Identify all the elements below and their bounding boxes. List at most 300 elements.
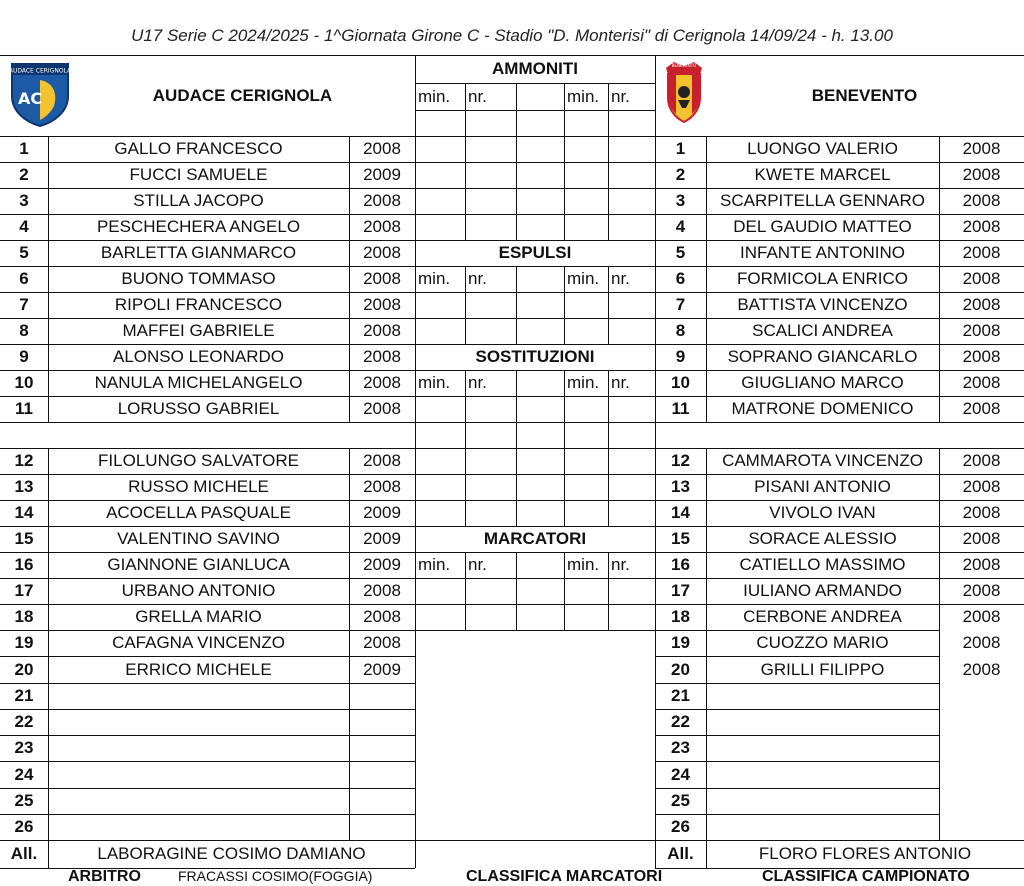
grid-line bbox=[415, 604, 655, 605]
away-team-name: BENEVENTO bbox=[811, 85, 918, 105]
home-player-number: 9 bbox=[19, 347, 29, 366]
away-player-year: 2008 bbox=[962, 243, 1001, 262]
home-player-number: 3 bbox=[19, 191, 29, 210]
away-sub-name: GRILLI FILIPPO bbox=[760, 659, 885, 679]
grid-line bbox=[939, 448, 940, 840]
grid-line bbox=[655, 683, 939, 684]
away-sub-year: 2008 bbox=[962, 477, 1001, 496]
grid-line bbox=[0, 814, 415, 815]
classifica-campionato-label: CLASSIFICA CAMPIONATO bbox=[762, 868, 970, 885]
away-sub-number: 26 bbox=[671, 817, 690, 836]
grid-line bbox=[415, 240, 655, 241]
grid-line bbox=[655, 292, 1024, 293]
away-sub-name: VIVOLO IVAN bbox=[769, 503, 876, 522]
grid-line bbox=[415, 266, 655, 267]
grid-line bbox=[655, 344, 1024, 345]
home-sub-number: 12 bbox=[14, 451, 34, 470]
grid-line bbox=[655, 656, 939, 657]
grid-line bbox=[349, 136, 350, 422]
away-logo-text: BENEVENTO bbox=[671, 63, 697, 68]
home-sub-number: 13 bbox=[14, 477, 34, 496]
away-sub-number: 18 bbox=[671, 607, 690, 626]
away-sub-year bbox=[939, 761, 1024, 788]
away-sub-number: 19 bbox=[671, 633, 690, 652]
home-sub-number: 15 bbox=[14, 529, 34, 548]
home-player-year: 2008 bbox=[363, 399, 401, 418]
away-sub-name: CUOZZO MARIO bbox=[756, 633, 889, 652]
away-sub-name: CATIELLO MASSIMO bbox=[739, 555, 906, 574]
nr-label: nr. bbox=[468, 555, 487, 574]
home-player-name: BARLETTA GIANMARCO bbox=[100, 243, 297, 262]
home-sub-year bbox=[349, 788, 415, 814]
home-sub-year bbox=[349, 735, 415, 761]
grid-line bbox=[0, 136, 415, 137]
grid-line bbox=[655, 422, 1024, 423]
grid-line bbox=[48, 136, 49, 422]
grid-line bbox=[415, 136, 655, 137]
grid-line bbox=[655, 448, 1024, 449]
away-player-name: KWETE MARCEL bbox=[754, 165, 891, 184]
grid-line bbox=[465, 370, 466, 526]
home-sub-name: RUSSO MICHELE bbox=[128, 477, 269, 496]
grid-line bbox=[415, 500, 655, 501]
grid-line bbox=[655, 552, 1024, 553]
grid-line bbox=[0, 526, 415, 527]
away-player-name: MATRONE DOMENICO bbox=[731, 399, 914, 418]
grid-line bbox=[415, 83, 655, 84]
home-player-name: PESCHECHERA ANGELO bbox=[96, 217, 301, 236]
nr-label: nr. bbox=[611, 373, 630, 392]
home-player-year: 2008 bbox=[363, 347, 401, 366]
min-label: min. bbox=[567, 555, 600, 574]
grid-line bbox=[655, 604, 1024, 605]
home-sub-name: GIANNONE GIANLUCA bbox=[107, 555, 290, 574]
grid-line bbox=[415, 526, 655, 527]
grid-line bbox=[608, 83, 609, 240]
min-label: min. bbox=[418, 86, 451, 106]
away-sub-name bbox=[706, 788, 939, 814]
home-sub-number: 17 bbox=[14, 581, 34, 600]
away-player-name: FORMICOLA ENRICO bbox=[737, 269, 908, 288]
benevento-crest-icon bbox=[664, 58, 704, 124]
home-sub-year: 2008 bbox=[363, 451, 401, 470]
home-sub-name bbox=[48, 814, 349, 840]
marcatori-title: MARCATORI bbox=[483, 529, 587, 548]
away-sub-year: 2008 bbox=[962, 529, 1001, 548]
home-player-number: 6 bbox=[19, 269, 29, 288]
away-player-number: 3 bbox=[675, 191, 686, 210]
away-sub-name bbox=[706, 683, 939, 709]
home-player-name: STILLA JACOPO bbox=[133, 191, 264, 210]
home-sub-name: ERRICO MICHELE bbox=[125, 659, 272, 679]
away-sub-number: 12 bbox=[671, 451, 690, 470]
home-sub-number: 14 bbox=[14, 503, 34, 522]
grid-line bbox=[465, 266, 466, 344]
away-sub-number: 15 bbox=[671, 529, 690, 548]
grid-line bbox=[415, 318, 655, 319]
grid-line bbox=[706, 448, 707, 840]
nr-label: nr. bbox=[468, 86, 487, 106]
grid-line bbox=[0, 474, 415, 475]
grid-line bbox=[608, 266, 609, 344]
home-sub-year bbox=[349, 814, 415, 840]
grid-line bbox=[564, 370, 565, 526]
away-sub-year bbox=[939, 709, 1024, 735]
home-player-number: 1 bbox=[19, 139, 29, 158]
grid-line bbox=[415, 552, 655, 553]
away-sub-year bbox=[939, 814, 1024, 840]
grid-line bbox=[465, 552, 466, 630]
home-player-name: NANULA MICHELANGELO bbox=[94, 373, 303, 392]
home-player-year: 2009 bbox=[363, 165, 401, 184]
grid-line bbox=[0, 344, 415, 345]
away-sub-number: 13 bbox=[671, 477, 690, 496]
min-label: min. bbox=[567, 269, 600, 288]
grid-line bbox=[564, 83, 565, 240]
home-sub-year: 2009 bbox=[363, 659, 401, 679]
home-player-name: RIPOLI FRANCESCO bbox=[114, 295, 283, 314]
grid-line bbox=[415, 344, 655, 345]
grid-line bbox=[415, 630, 655, 631]
home-sub-number: 26 bbox=[14, 817, 34, 836]
away-sub-name: CERBONE ANDREA bbox=[743, 607, 902, 626]
grid-line bbox=[655, 55, 656, 868]
home-sub-year bbox=[349, 709, 415, 735]
home-player-number: 11 bbox=[15, 399, 33, 418]
home-player-number: 10 bbox=[14, 373, 34, 392]
grid-line bbox=[0, 840, 415, 841]
grid-line bbox=[0, 422, 415, 423]
away-sub-year: 2008 bbox=[962, 503, 1001, 522]
home-sub-year: 2009 bbox=[363, 555, 401, 574]
classifica-marcatori-label: CLASSIFICA MARCATORI bbox=[466, 868, 663, 885]
home-sub-number: 18 bbox=[14, 607, 34, 626]
grid-line bbox=[0, 578, 415, 579]
away-player-year: 2008 bbox=[962, 269, 1001, 288]
grid-line bbox=[655, 136, 1024, 137]
home-player-name: LORUSSO GABRIEL bbox=[117, 399, 280, 418]
grid-line bbox=[655, 709, 939, 710]
away-sub-name bbox=[706, 709, 939, 735]
away-player-number: 11 bbox=[671, 399, 690, 418]
grid-line bbox=[415, 292, 655, 293]
grid-line bbox=[0, 318, 415, 319]
grid-line bbox=[0, 735, 415, 736]
home-player-number: 4 bbox=[19, 217, 29, 236]
grid-line bbox=[415, 55, 416, 868]
grid-line bbox=[655, 474, 1024, 475]
grid-line bbox=[0, 370, 415, 371]
grid-line bbox=[706, 840, 707, 868]
home-sub-name: GRELLA MARIO bbox=[135, 607, 262, 626]
grid-line bbox=[415, 422, 655, 423]
grid-line bbox=[655, 578, 1024, 579]
home-player-number: 2 bbox=[19, 165, 29, 184]
away-player-number: 10 bbox=[671, 373, 690, 392]
away-sub-year bbox=[939, 683, 1024, 709]
grid-line bbox=[516, 83, 517, 240]
grid-line bbox=[415, 396, 655, 397]
away-sub-number: 23 bbox=[671, 738, 690, 757]
away-sub-year: 2008 bbox=[962, 659, 1001, 679]
away-player-number: 1 bbox=[675, 139, 686, 158]
home-player-year: 2008 bbox=[363, 243, 401, 262]
home-sub-number: 19 bbox=[14, 633, 34, 652]
away-player-number: 6 bbox=[675, 269, 686, 288]
home-sub-year: 2008 bbox=[363, 477, 401, 496]
grid-line bbox=[48, 448, 49, 840]
away-player-number: 7 bbox=[675, 295, 686, 314]
home-player-number: 8 bbox=[19, 321, 29, 340]
grid-line bbox=[0, 188, 415, 189]
grid-line bbox=[0, 761, 415, 762]
min-label: min. bbox=[418, 555, 451, 574]
grid-line bbox=[0, 552, 415, 553]
grid-line bbox=[564, 552, 565, 630]
grid-line bbox=[655, 735, 939, 736]
grid-line bbox=[415, 578, 655, 579]
home-sub-year bbox=[349, 761, 415, 788]
home-sub-year: 2008 bbox=[363, 581, 401, 600]
away-player-year: 2008 bbox=[962, 373, 1001, 392]
grid-line bbox=[655, 214, 1024, 215]
home-team-name: AUDACE CERIGNOLA bbox=[152, 85, 333, 105]
home-coach-name: LABORAGINE COSIMO DAMIANO bbox=[97, 844, 366, 863]
home-player-name: MAFFEI GABRIELE bbox=[122, 321, 275, 340]
grid-line bbox=[516, 552, 517, 630]
nr-label: nr. bbox=[468, 373, 487, 392]
home-player-name: ALONSO LEONARDO bbox=[113, 347, 284, 366]
home-sub-number: 24 bbox=[14, 764, 34, 784]
home-sub-year: 2008 bbox=[363, 607, 401, 626]
grid-line bbox=[655, 188, 1024, 189]
home-sub-number: 25 bbox=[14, 791, 34, 810]
arbitro-name: FRACASSI COSIMO(FOGGIA) bbox=[178, 868, 373, 884]
grid-line bbox=[655, 840, 1024, 841]
grid-line bbox=[655, 318, 1024, 319]
away-sub-year: 2008 bbox=[962, 607, 1001, 626]
grid-line bbox=[608, 552, 609, 630]
home-sub-year: 2009 bbox=[363, 503, 401, 522]
away-sub-name bbox=[706, 735, 939, 761]
away-sub-year: 2008 bbox=[962, 451, 1001, 470]
home-sub-number: 22 bbox=[14, 712, 34, 731]
away-player-name: LUONGO VALERIO bbox=[747, 139, 898, 158]
ammoniti-title: AMMONITI bbox=[492, 59, 578, 78]
home-sub-number: 20 bbox=[14, 659, 34, 679]
min-label: min. bbox=[567, 86, 600, 106]
home-player-name: GALLO FRANCESCO bbox=[114, 139, 283, 158]
grid-line bbox=[608, 370, 609, 526]
away-player-name: SCARPITELLA GENNARO bbox=[719, 191, 925, 210]
grid-line bbox=[655, 396, 1024, 397]
grid-line bbox=[516, 266, 517, 344]
away-sub-number: 22 bbox=[671, 712, 690, 731]
home-coach-label: All. bbox=[10, 844, 38, 863]
min-label: min. bbox=[567, 373, 600, 392]
away-sub-number: 16 bbox=[671, 555, 690, 574]
home-sub-year bbox=[349, 683, 415, 709]
grid-line bbox=[706, 136, 707, 422]
grid-line bbox=[0, 656, 415, 657]
away-player-year: 2008 bbox=[962, 165, 1001, 184]
away-player-year: 2008 bbox=[962, 295, 1001, 314]
home-sub-name bbox=[48, 709, 349, 735]
home-logo-text: AUDACE CERIGNOLA bbox=[8, 67, 72, 75]
grid-line bbox=[465, 83, 466, 240]
grid-line bbox=[415, 214, 655, 215]
home-player-year: 2008 bbox=[363, 269, 401, 288]
away-sub-number: 17 bbox=[671, 581, 690, 600]
away-sub-number: 14 bbox=[671, 503, 690, 522]
home-player-name: BUONO TOMMASO bbox=[121, 269, 276, 288]
away-player-number: 8 bbox=[675, 321, 686, 340]
grid-line bbox=[415, 162, 655, 163]
away-player-year: 2008 bbox=[962, 191, 1001, 210]
grid-line bbox=[0, 630, 415, 631]
grid-line bbox=[655, 266, 1024, 267]
match-header: U17 Serie C 2024/2025 - 1^Giornata Girone C - Stadio "D. Monterisi" di Cerignola 14/09/24 - h. 13.00 bbox=[131, 26, 893, 45]
grid-line bbox=[0, 709, 415, 710]
away-sub-year: 2008 bbox=[962, 555, 1001, 574]
away-player-number: 4 bbox=[675, 217, 686, 236]
home-player-year: 2008 bbox=[363, 191, 401, 210]
home-player-number: 5 bbox=[19, 243, 29, 262]
nr-label: nr. bbox=[611, 269, 630, 288]
grid-line bbox=[415, 110, 655, 111]
away-sub-number: 21 bbox=[671, 686, 690, 705]
away-sub-year bbox=[939, 788, 1024, 814]
audace-cerignola-crest-icon bbox=[8, 60, 72, 128]
away-player-name: DEL GAUDIO MATTEO bbox=[733, 217, 912, 236]
grid-line bbox=[0, 55, 1024, 56]
home-player-year: 2008 bbox=[363, 373, 401, 392]
grid-line bbox=[655, 526, 1024, 527]
home-player-year: 2008 bbox=[363, 139, 401, 158]
away-sub-number: 24 bbox=[671, 764, 690, 784]
away-sub-number: 20 bbox=[671, 659, 690, 679]
away-player-name: GIUGLIANO MARCO bbox=[741, 373, 904, 392]
away-sub-name: CAMMAROTA VINCENZO bbox=[722, 451, 923, 470]
away-player-name: INFANTE ANTONINO bbox=[740, 243, 905, 262]
away-sub-name: PISANI ANTONIO bbox=[754, 477, 891, 496]
grid-line bbox=[655, 370, 1024, 371]
grid-line bbox=[415, 370, 655, 371]
grid-line bbox=[0, 604, 415, 605]
nr-label: nr. bbox=[468, 269, 487, 288]
grid-line bbox=[655, 500, 1024, 501]
home-sub-number: 16 bbox=[14, 555, 34, 574]
grid-line bbox=[0, 214, 415, 215]
away-sub-name bbox=[706, 814, 939, 840]
grid-line bbox=[655, 162, 1024, 163]
arbitro-label: ARBITRO bbox=[68, 868, 141, 885]
home-sub-name: ACOCELLA PASQUALE bbox=[106, 503, 291, 522]
away-coach-label: All. bbox=[667, 844, 694, 863]
away-sub-name: SORACE ALESSIO bbox=[748, 529, 897, 548]
away-player-number: 5 bbox=[675, 243, 686, 262]
grid-line bbox=[48, 840, 49, 868]
home-player-number: 7 bbox=[19, 295, 29, 314]
away-player-year: 2008 bbox=[962, 217, 1001, 236]
grid-line bbox=[415, 474, 655, 475]
grid-line bbox=[0, 788, 415, 789]
grid-line bbox=[0, 448, 415, 449]
grid-line bbox=[655, 761, 939, 762]
grid-line bbox=[415, 448, 655, 449]
home-sub-year: 2008 bbox=[363, 633, 401, 652]
espulsi-title: ESPULSI bbox=[498, 243, 572, 262]
away-player-year: 2008 bbox=[962, 321, 1001, 340]
sostituzioni-title: SOSTITUZIONI bbox=[475, 347, 595, 366]
away-player-year: 2008 bbox=[962, 139, 1001, 158]
grid-line bbox=[655, 788, 939, 789]
min-label: min. bbox=[418, 269, 451, 288]
home-sub-number: 21 bbox=[14, 686, 34, 705]
grid-line bbox=[0, 292, 415, 293]
grid-line bbox=[0, 240, 415, 241]
away-player-name: SCALICI ANDREA bbox=[752, 321, 893, 340]
grid-line bbox=[0, 500, 415, 501]
home-player-name: FUCCI SAMUELE bbox=[129, 165, 268, 184]
away-player-year: 2008 bbox=[962, 399, 1001, 418]
grid-line bbox=[0, 266, 415, 267]
home-sub-name bbox=[48, 761, 349, 788]
away-player-number: 9 bbox=[675, 347, 686, 366]
grid-line bbox=[415, 840, 655, 841]
away-player-year: 2008 bbox=[962, 347, 1001, 366]
grid-line bbox=[0, 162, 415, 163]
grid-line bbox=[655, 240, 1024, 241]
home-player-year: 2008 bbox=[363, 217, 401, 236]
grid-line bbox=[655, 814, 939, 815]
away-player-name: BATTISTA VINCENZO bbox=[737, 295, 908, 314]
grid-line bbox=[655, 630, 939, 631]
grid-line bbox=[564, 266, 565, 344]
home-logo-initials: AC bbox=[17, 89, 43, 108]
home-sub-name bbox=[48, 788, 349, 814]
home-sub-number: 23 bbox=[14, 738, 34, 757]
grid-line bbox=[939, 136, 940, 422]
home-sub-name: FILOLUNGO SALVATORE bbox=[98, 451, 299, 470]
home-sub-name: URBANO ANTONIO bbox=[121, 581, 276, 600]
away-sub-year: 2008 bbox=[962, 633, 1001, 652]
away-coach-name: FLORO FLORES ANTONIO bbox=[758, 844, 972, 863]
home-player-year: 2008 bbox=[363, 295, 401, 314]
grid-line bbox=[0, 683, 415, 684]
away-sub-year bbox=[939, 735, 1024, 761]
home-sub-name bbox=[48, 683, 349, 709]
grid-line bbox=[516, 370, 517, 526]
grid-line bbox=[0, 396, 415, 397]
nr-label: nr. bbox=[611, 555, 630, 574]
home-player-year: 2008 bbox=[363, 321, 401, 340]
away-sub-name: IULIANO ARMANDO bbox=[743, 581, 902, 600]
away-sub-year: 2008 bbox=[962, 581, 1001, 600]
home-sub-year: 2009 bbox=[363, 529, 401, 548]
min-label: min. bbox=[418, 373, 451, 392]
grid-line bbox=[349, 448, 350, 840]
home-sub-name bbox=[48, 735, 349, 761]
away-player-name: SOPRANO GIANCARLO bbox=[727, 347, 918, 366]
away-sub-number: 25 bbox=[671, 791, 690, 810]
nr-label: nr. bbox=[611, 86, 630, 106]
home-sub-name: CAFAGNA VINCENZO bbox=[112, 633, 285, 652]
home-sub-name: VALENTINO SAVINO bbox=[117, 529, 280, 548]
away-player-number: 2 bbox=[675, 165, 686, 184]
away-sub-name bbox=[706, 761, 939, 788]
grid-line bbox=[415, 188, 655, 189]
